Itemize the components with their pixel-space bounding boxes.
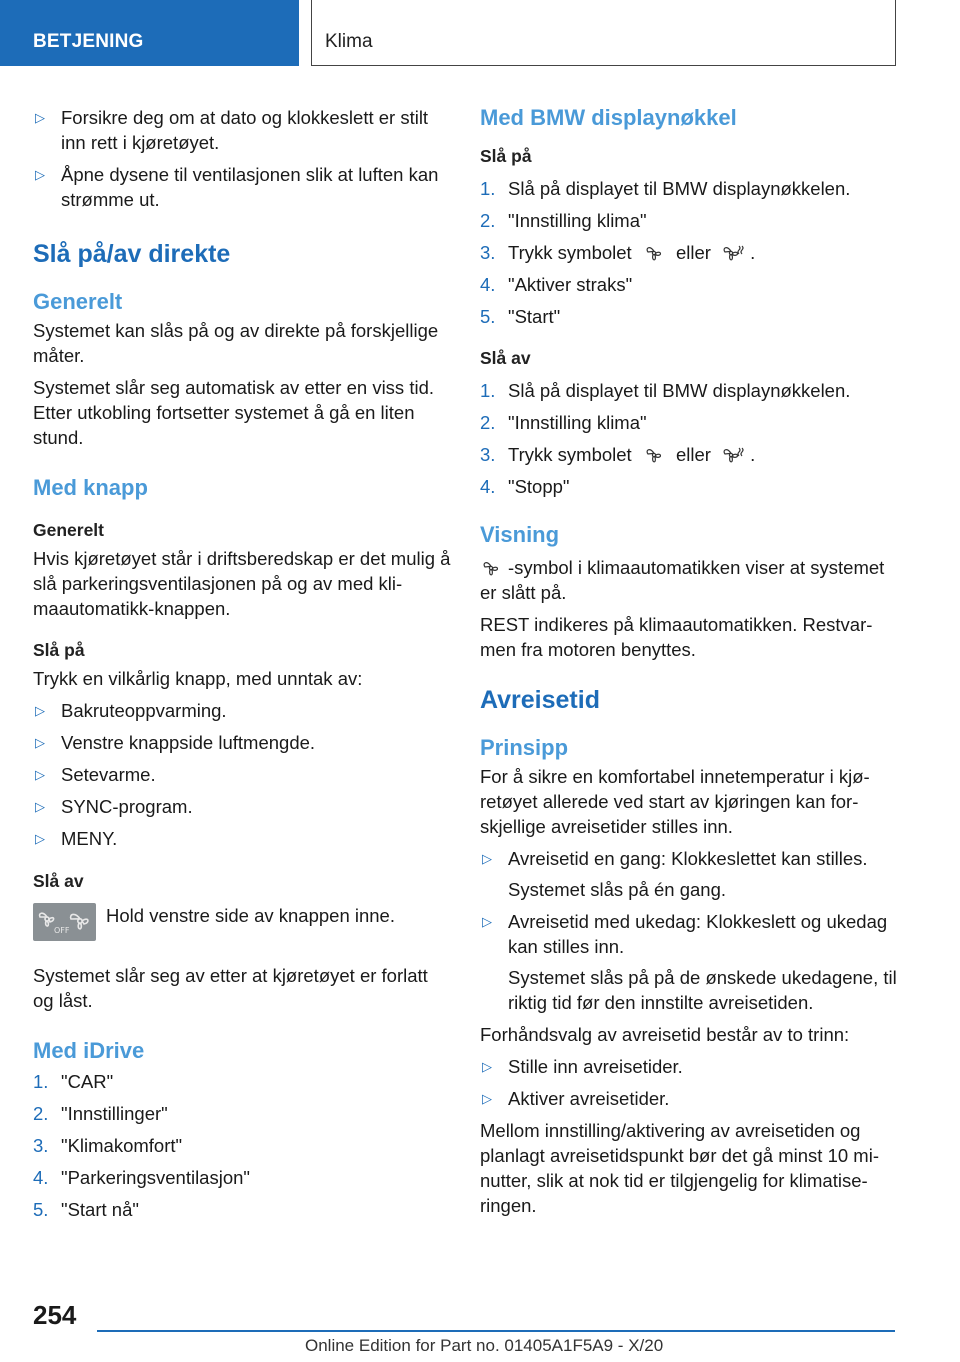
climate-off-button-icon	[33, 903, 96, 941]
subheading: Slå på	[480, 146, 532, 166]
heading-view: Visning	[480, 522, 560, 547]
triangle-bullet-icon: ▷	[35, 799, 45, 814]
off-instruction	[33, 903, 451, 949]
paragraph: Trykk en vilkårlig knapp, med unntak av:	[33, 668, 363, 689]
list-item: 4. "Aktiver straks"	[480, 274, 633, 295]
key-on-steps	[480, 176, 900, 329]
list-item: ▷ Setevarme.	[35, 764, 156, 785]
paragraph: -symbol i klimaautomatikken viser at systemet er slått på.	[480, 557, 885, 603]
paragraph: Systemet slår seg automatisk av etter en viss tid. Etter utkobling fortsetter systemet å gå en liten stund.	[33, 377, 434, 448]
list-item: ▷ Venstre knappside luftmengde.	[35, 732, 316, 753]
list-item: 2. "Innstilling klima"	[480, 210, 647, 231]
left-column	[33, 100, 451, 1229]
paragraph: Mellom innstilling/aktivering av avreisetiden og planlagt avreisetidspunkt bør det gå minst 10 minutter, slik at nok tid er tilgjengelig for klimatiseringen.	[480, 1120, 879, 1216]
list-item: 4. "Stopp"	[480, 476, 570, 497]
triangle-bullet-icon: ▷	[35, 767, 45, 782]
key-off-steps	[480, 378, 900, 499]
intro-list	[33, 105, 451, 212]
list-item: ▷ Stille inn avreisetider.	[482, 1056, 683, 1077]
fan-icon	[643, 243, 665, 263]
list-item: ▷ MENY.	[35, 828, 118, 849]
fan-icon	[643, 445, 665, 465]
idrive-steps	[33, 1069, 451, 1222]
list-item: 4. "Parkeringsventilasjon"	[33, 1167, 250, 1188]
chapter-title: Klima	[325, 31, 373, 52]
fan-icon	[480, 558, 502, 578]
right-column	[480, 100, 900, 1225]
heading-display-key: Med BMW displaynøkkel	[480, 105, 737, 130]
section-title: BETJENING	[33, 31, 144, 52]
list-item: ▷ Aktiver avreisetider.	[482, 1088, 670, 1109]
paragraph: Systemet kan slås på og av direkte på forskjellige måter.	[33, 320, 439, 366]
list-item: 3. Trykk symbolet eller .	[480, 242, 756, 263]
exception-list	[33, 698, 451, 851]
footer-divider	[97, 1330, 895, 1332]
list-item: 2. "Innstillinger"	[33, 1103, 168, 1124]
fan-heat-icon	[722, 243, 744, 263]
page-number: 254	[33, 1300, 77, 1330]
section-tab	[0, 0, 299, 66]
off-text: Hold venstre side av knappen inne.	[106, 905, 395, 926]
list-item: 1. Slå på displayet til BMW displaynøkkelen.	[480, 178, 851, 199]
list-item: ▷ Bakruteoppvarming.	[35, 700, 227, 721]
triangle-bullet-icon: ▷	[482, 851, 492, 866]
paragraph: Forhåndsvalg av avreisetid består av to trinn:	[480, 1024, 850, 1045]
list-item: 3. Trykk symbolet eller .	[480, 444, 756, 465]
triangle-bullet-icon: ▷	[35, 703, 45, 718]
list-item: 2. "Innstilling klima"	[480, 412, 647, 433]
heading-button: Med knapp	[33, 475, 148, 500]
subheading: Slå av	[33, 871, 84, 891]
edition-note: Online Edition for Part no. 01405A1F5A9 - X/20	[305, 1336, 664, 1355]
triangle-bullet-icon: ▷	[35, 735, 45, 750]
subheading: Slå av	[480, 348, 531, 368]
paragraph: Hvis kjøretøyet står i driftsberedskap er det mulig å slå parkeringsventilasjonen på og av med klimaautomatikk-knappen.	[33, 548, 451, 619]
subheading: Generelt	[33, 520, 104, 540]
heading-direct: Slå på/av direkte	[33, 240, 231, 268]
list-item: ▷ Åpne dysene til ventilasjonen slik at luften kan strømme ut.	[35, 164, 439, 210]
preselect-list	[480, 1054, 900, 1111]
departure-list	[480, 846, 900, 1015]
heading-general: Generelt	[33, 289, 123, 314]
list-item: 1. Slå på displayet til BMW displaynøkkelen.	[480, 380, 851, 401]
heading-departure: Avreisetid	[480, 686, 600, 714]
triangle-bullet-icon: ▷	[482, 1059, 492, 1074]
list-item: ▷ Avreisetid med ukedag: Klokkeslett og ukedag kan stilles inn. Systemet slås på på de ønskede ukedagene, til riktig tid før den innstilte avreisetiden.	[482, 911, 897, 1013]
triangle-bullet-icon: ▷	[482, 1091, 492, 1106]
chapter-box	[311, 0, 896, 66]
list-item: 1. "CAR"	[33, 1071, 114, 1092]
list-item: 5. "Start nå"	[33, 1199, 139, 1220]
list-item: ▷ Avreisetid en gang: Klokkeslettet kan stilles. Systemet slås på én gang.	[482, 848, 868, 900]
triangle-bullet-icon: ▷	[482, 914, 492, 929]
subheading: Slå på	[33, 640, 85, 660]
fan-heat-icon	[722, 445, 744, 465]
list-item: ▷ Forsikre deg om at dato og klokkeslett er stilt inn rett i kjøretøyet.	[35, 107, 429, 153]
triangle-bullet-icon: ▷	[35, 831, 45, 846]
paragraph: REST indikeres på klimaautomatikken. Restvarmen fra motoren benyttes.	[480, 614, 873, 660]
list-item: 3. "Klimakomfort"	[33, 1135, 183, 1156]
heading-principle: Prinsipp	[480, 735, 569, 760]
heading-idrive: Med iDrive	[33, 1038, 145, 1063]
triangle-bullet-icon: ▷	[35, 167, 45, 182]
svg-text:OFF: OFF	[54, 926, 70, 935]
triangle-bullet-icon: ▷	[35, 110, 45, 125]
paragraph: Systemet slår seg av etter at kjøretøyet er forlatt og låst.	[33, 965, 428, 1011]
list-item: ▷ SYNC-program.	[35, 796, 193, 817]
list-item: 5. "Start"	[480, 306, 561, 327]
paragraph: For å sikre en komfortabel innetemperatur i kjøretøyet allerede ved start av kjøringen kan forskjellige avreisetider stilles inn.	[480, 766, 870, 837]
